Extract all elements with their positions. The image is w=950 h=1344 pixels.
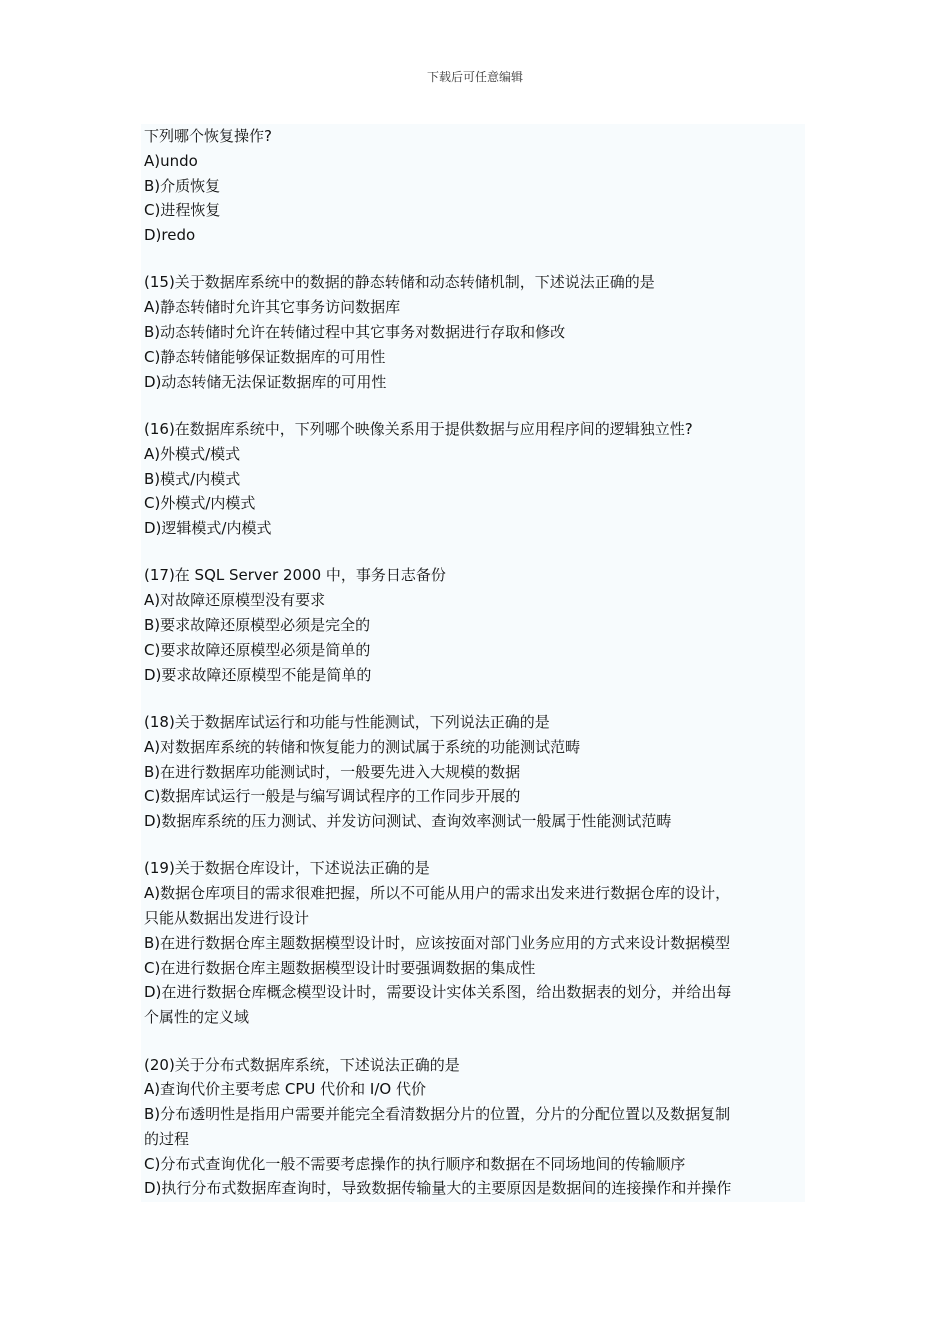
option-a: A)查询代价主要考虑 CPU 代价和 I/O 代价 <box>144 1080 426 1099</box>
option-b: B)在进行数据库功能测试时，一般要先进入大规模的数据 <box>144 762 521 781</box>
question-block <box>144 710 805 834</box>
question-block <box>144 417 805 541</box>
option-d: D)逻辑模式/内模式 <box>144 519 272 538</box>
option-a: A)数据仓库项目的需求很难把握，所以不可能从用户的需求出发来进行数据仓库的设计， <box>144 884 731 903</box>
question-text: (17)在 SQL Server 2000 中，事务日志备份 <box>144 566 446 585</box>
option-b-continued: 的过程 <box>144 1129 190 1148</box>
block-spacer <box>144 248 805 271</box>
option-c: C)要求故障还原模型必须是简单的 <box>144 640 371 659</box>
option-d: D)在进行数据仓库概念模型设计时，需要设计实体关系图，给出数据表的划分，并给出每 <box>144 983 732 1002</box>
question-text: (20)关于分布式数据库系统，下述说法正确的是 <box>144 1055 460 1074</box>
block-spacer <box>144 687 805 710</box>
option-b: B)分布透明性是指用户需要并能完全看清数据分片的位置，分片的分配位置以及数据复制 <box>144 1105 731 1124</box>
option-d: D)执行分布式数据库查询时，导致数据传输量大的主要原因是数据间的连接操作和并操作 <box>144 1179 732 1198</box>
question-text: (19)关于数据仓库设计，下述说法正确的是 <box>144 859 430 878</box>
option-d: D)要求故障还原模型不能是简单的 <box>144 665 372 684</box>
question-text: (16)在数据库系统中，下列哪个映像关系用于提供数据与应用程序间的逻辑独立性? <box>144 419 693 438</box>
question-block <box>144 563 805 687</box>
question-block <box>144 124 805 248</box>
question-block <box>144 1053 805 1202</box>
option-c: C)数据库试运行一般是与编写调试程序的工作同步开展的 <box>144 787 521 806</box>
option-a: A)对数据库系统的转储和恢复能力的测试属于系统的功能测试范畴 <box>144 737 581 756</box>
option-a: A)undo <box>144 151 198 170</box>
block-spacer <box>144 541 805 564</box>
question-block <box>144 856 805 1030</box>
option-a: A)外模式/模式 <box>144 444 241 463</box>
option-b: B)在进行数据仓库主题数据模型设计时，应该按面对部门业务应用的方式来设计数据模型 <box>144 933 731 952</box>
block-spacer <box>144 394 805 417</box>
option-d: D)redo <box>144 226 196 245</box>
option-a: A)对故障还原模型没有要求 <box>144 591 326 610</box>
question-text: (15)关于数据库系统中的数据的静态转储和动态转储机制，下述说法正确的是 <box>144 273 655 292</box>
option-d-continued: 个属性的定义域 <box>144 1008 250 1027</box>
block-spacer <box>144 834 805 857</box>
page-header: 下载后可任意编辑 <box>426 70 523 84</box>
option-d: D)动态转储无法保证数据库的可用性 <box>144 372 387 391</box>
question-text: (18)关于数据库试运行和功能与性能测试，下列说法正确的是 <box>144 712 550 731</box>
document-body <box>141 124 805 1202</box>
option-c: C)静态转储能够保证数据库的可用性 <box>144 347 386 366</box>
option-d: D)数据库系统的压力测试、并发访问测试、查询效率测试一般属于性能测试范畴 <box>144 812 672 831</box>
option-c: C)进程恢复 <box>144 201 221 220</box>
question-block <box>144 270 805 394</box>
block-spacer <box>144 1030 805 1053</box>
option-c: C)外模式/内模式 <box>144 494 256 513</box>
option-c: C)分布式查询优化一般不需要考虑操作的执行顺序和数据在不同场地间的传输顺序 <box>144 1154 686 1173</box>
option-a: A)静态转储时允许其它事务访问数据库 <box>144 298 401 317</box>
option-b: B)要求故障还原模型必须是完全的 <box>144 616 371 635</box>
option-c: C)在进行数据仓库主题数据模型设计时要强调数据的集成性 <box>144 958 536 977</box>
option-b: B)介质恢复 <box>144 176 221 195</box>
option-b: B)模式/内模式 <box>144 469 241 488</box>
question-text: 下列哪个恢复操作? <box>144 127 272 145</box>
option-a-continued: 只能从数据出发进行设计 <box>144 909 310 928</box>
option-b: B)动态转储时允许在转储过程中其它事务对数据进行存取和修改 <box>144 323 566 342</box>
